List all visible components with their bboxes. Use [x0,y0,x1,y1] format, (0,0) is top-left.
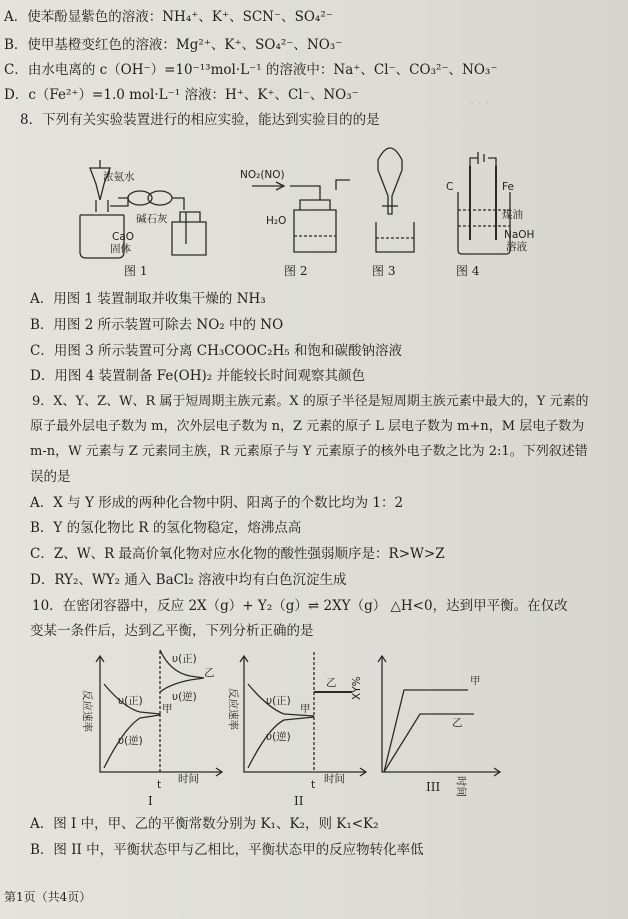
q7-option-a: A．使苯酚显紫色的溶液：NH₄⁺、K⁺、SCN⁻、SO₄²⁻ [4,9,333,25]
q9-option-b: B．Y 的氢化物比 R 的氢化物稳定，熔沸点高 [30,520,302,536]
q10-option-b: B．图 II 中，平衡状态甲与乙相比，平衡状态甲的反应物转化率低 [30,842,424,858]
g1-yi: 乙 [204,667,215,679]
q8-stem: 8．下列有关实验装置进行的相应实验，能达到实验目的的是 [20,112,380,128]
graph-title-3: III [426,780,441,794]
label-no2: NO₂(NO) [240,169,285,181]
caption-fig4: 图 4 [456,264,480,278]
label-iron: Fe [502,181,514,193]
q7-option-c: C．由水电离的 c（OH⁻）=10⁻¹³mol·L⁻¹ 的溶液中：Na⁺、Cl⁻、CO₃²⁻、NO₃⁻ [4,62,498,78]
g3-jia: 甲 [470,675,481,687]
caption-fig3: 图 3 [372,264,396,278]
label-solution: 溶液 [506,241,527,253]
g3-axis-xy: XY% [351,676,363,700]
q10-option-a: A．图 I 中，甲、乙的平衡常数分别为 K₁、K₂，则 K₁<K₂ [30,816,379,832]
label-ammonia: 浓氨水 [103,171,135,183]
g1-v-forward: υ(正) [118,695,143,707]
label-kerosene: 煤油 [502,209,523,221]
label-water: H₂O [266,215,287,227]
g2-time: 时间 [324,773,345,785]
g2-yi: 乙 [326,677,337,689]
g1-axis-rate: 反应速率 [81,690,93,732]
g1-time: 时间 [178,773,199,785]
q8-option-a: A．用图 1 装置制取并收集干燥的 NH₃ [30,291,266,307]
g1-v-reverse: υ(逆) [118,735,143,747]
q9-stem-line1: 9．X、Y、Z、W、R 属于短周期主族元素。X 的原子半径是短周期主族元素中最大的，Y 元素的 [32,394,589,409]
g3-time: 时间 [455,776,467,797]
q8-option-c: C．用图 3 所示装置可分离 CH₃COOC₂H₅ 和饱和碳酸钠溶液 [30,343,402,359]
q9-option-d: D．RY₂、WY₂ 通入 BaCl₂ 溶液中均有白色沉淀生成 [30,572,347,588]
g2-jia: 甲 [300,703,311,715]
g1-jia: 甲 [162,703,173,715]
graph-title-2: II [294,794,304,808]
q9-option-c: C．Z、W、R 最高价氧化物对应水化物的酸性强弱顺序是：R>W>Z [30,546,445,562]
q9-stem-line3: m-n，W 元素与 Z 元素同主族，R 元素原子与 Y 元素原子的核外电子数之比为 2:1。下列叙述错 [30,444,588,459]
label-lime: 碱石灰 [136,213,168,225]
q9-stem-line2: 原子最外层电子数为 m，次外层电子数为 n，Z 元素的原子 L 层电子数为 m+n，M 层电子数为 [30,419,585,434]
bleed-through-text: · · · [470,96,490,110]
label-cao-solid: 固体 [110,243,131,255]
q7-option-d: D．c（Fe²⁺）=1.0 mol·L⁻¹ 溶液：H⁺、K⁺、Cl⁻、NO₃⁻ [4,87,359,103]
page-footer: 第1页（共4页） [4,890,92,904]
g2-t: t [311,779,316,791]
label-cao: CaO [112,231,135,243]
caption-fig1: 图 1 [124,264,148,278]
q9-stem-line4: 误的是 [30,469,71,485]
label-naoh: NaOH [504,229,535,241]
g1-t: t [157,779,162,791]
g2-v-reverse: υ(逆) [266,731,291,743]
graph-title-1: I [148,794,153,808]
g2-axis-rate: 反应速率 [227,688,239,730]
caption-fig2: 图 2 [284,264,308,278]
q10-stem-line1: 10．在密闭容器中，反应 2X（g）+ Y₂（g）⇌ 2XY（g） △H<0，达到甲平衡。在仅改 [32,598,568,614]
g3-yi: 乙 [452,717,463,729]
g1-v-forward-2: υ(正) [172,653,197,665]
q8-option-b: B．用图 2 所示装置可除去 NO₂ 中的 NO [30,317,284,333]
g2-v-forward: υ(正) [266,695,291,707]
q9-option-a: A．X 与 Y 形成的两种化合物中阴、阳离子的个数比均为 1：2 [30,495,404,511]
q8-option-d: D．用图 4 装置制备 Fe(OH)₂ 并能较长时间观察其颜色 [30,368,365,384]
g1-v-reverse-2: υ(逆) [172,691,197,703]
q10-stem-line2: 变某一条件后，达到乙平衡，下列分析正确的是 [30,623,314,639]
q7-option-b: B．使甲基橙变红色的溶液：Mg²⁺、K⁺、SO₄²⁻、NO₃⁻ [4,37,343,53]
label-carbon: C [446,181,454,193]
